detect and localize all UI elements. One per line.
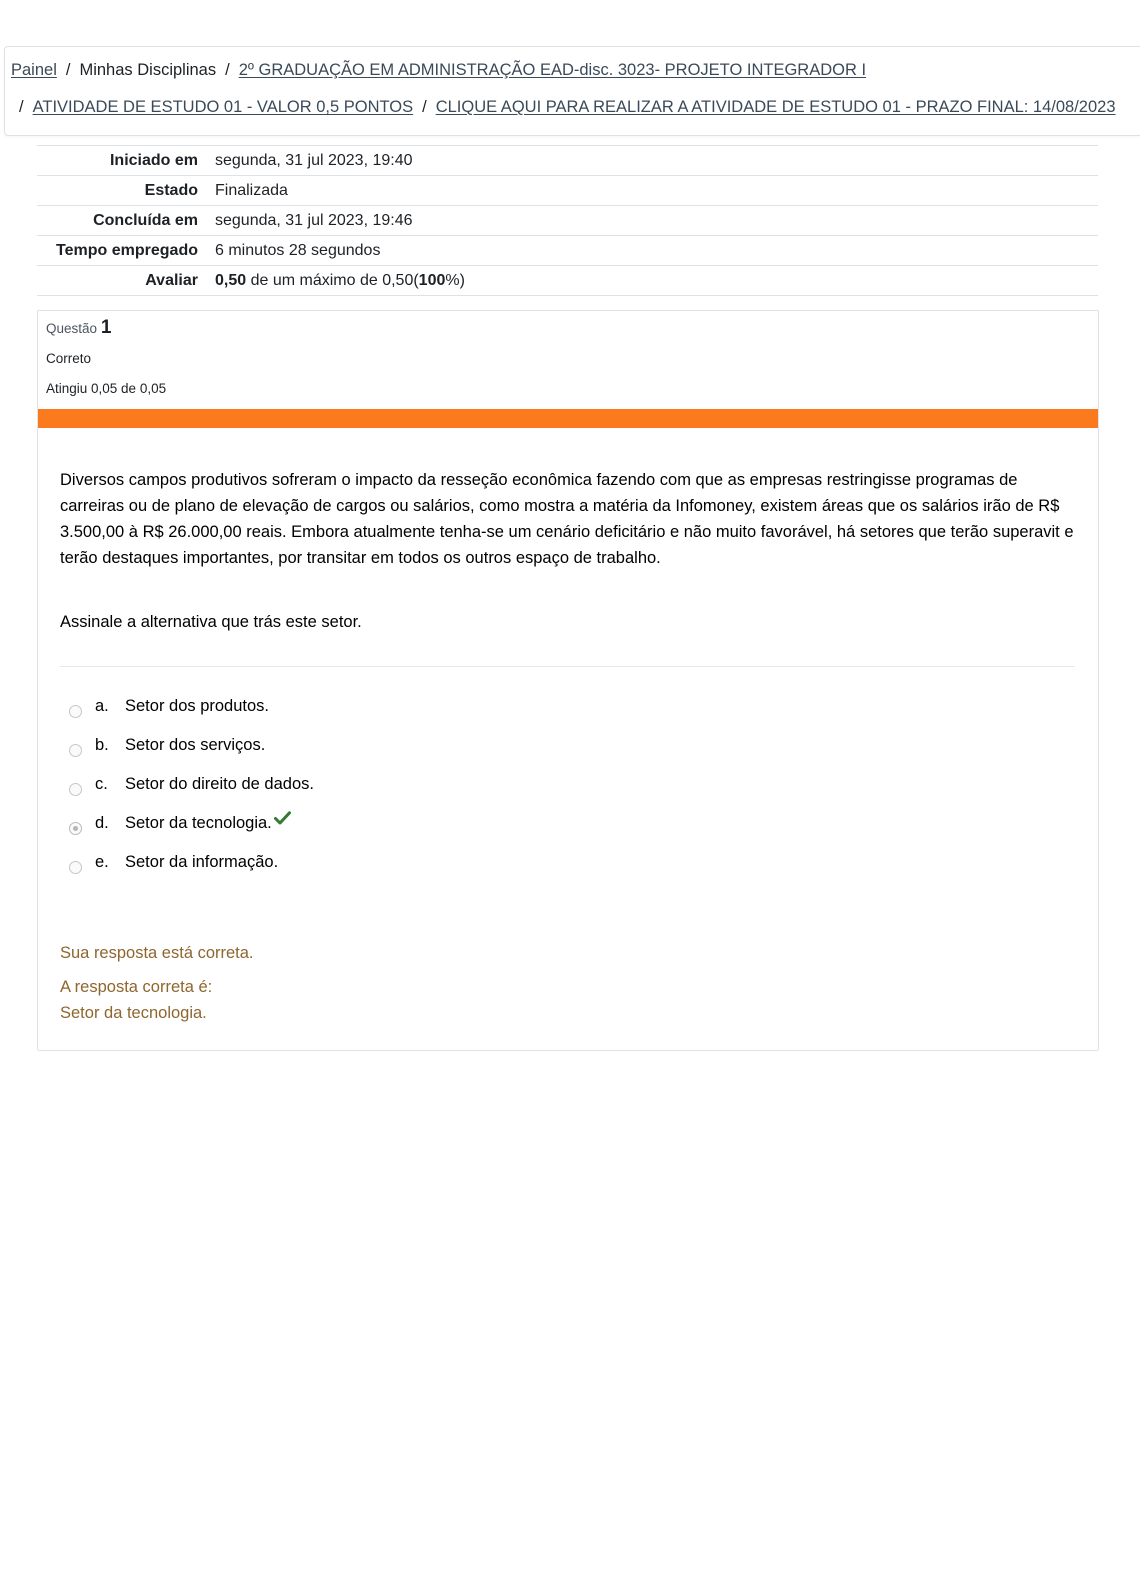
summary-label: Iniciado em: [109, 152, 198, 169]
feedback-right-answer-label: A resposta correta é:: [60, 978, 213, 996]
summary-label: Tempo empregado: [56, 242, 198, 259]
breadcrumb: [4, 46, 1140, 136]
summary-value: segunda, 31 jul 2023, 19:46: [215, 212, 413, 229]
grade-percent: 100: [418, 272, 446, 289]
question-number: [46, 317, 111, 339]
summary-row-completed: [37, 206, 1098, 236]
summary-label: Estado: [144, 182, 198, 199]
breadcrumb-link-course[interactable]: 2º GRADUAÇÃO EM ADMINISTRAÇÃO EAD-disc. 3023- PROJETO INTEGRADOR I: [238, 61, 867, 79]
breadcrumb-line-2: [19, 98, 1116, 117]
answer-text: Setor do direito de dados.: [125, 775, 314, 793]
summary-row-grade: [37, 266, 1098, 296]
question-card: [37, 310, 1099, 1051]
question-number-value: 1: [100, 317, 112, 338]
radio-button-selected[interactable]: [69, 822, 82, 835]
attempt-summary-table: [37, 145, 1098, 296]
question-state: Correto: [46, 351, 92, 366]
answer-text: Setor da tecnologia.: [125, 814, 272, 832]
question-text: Diversos campos produtivos sofreram o impacto da resseção econômica fazendo com que as empresas restringisse programas de carreiras ou de plano de elevação de cargos ou salários, como mostra a matéria da Infomoney, existem áreas que os salários irão de R$ 3.500,00 à R$ 26.000,00 reais. Embora atualmente tenha-se um cenário deficitário e não muito favorável, há setores que terão superavit e terão destaques importantes, por transitar em todos os outros espaço de trabalho.: [60, 471, 1074, 567]
question-instruction: Assinale a alternativa que trás este setor.: [60, 613, 362, 631]
summary-value: Finalizada: [215, 182, 288, 199]
answer-letter: c.: [95, 775, 108, 793]
radio-button[interactable]: [69, 861, 82, 874]
radio-button[interactable]: [69, 705, 82, 718]
summary-row-started: [37, 146, 1098, 176]
breadcrumb-item-minhas-disciplinas: Minhas Disciplinas: [79, 61, 217, 79]
summary-grade-value: [207, 266, 1098, 296]
answer-letter: a.: [95, 697, 109, 715]
feedback-right-answer: Setor da tecnologia.: [60, 1004, 207, 1022]
breadcrumb-link-painel[interactable]: Painel: [11, 61, 57, 79]
question-header-bar: [38, 409, 1098, 428]
correct-check-icon: [274, 811, 291, 825]
grade-score: 0,50: [215, 272, 247, 289]
summary-value: segunda, 31 jul 2023, 19:40: [215, 152, 413, 169]
grade-end: %): [445, 272, 465, 289]
breadcrumb-link-activity[interactable]: ATIVIDADE DE ESTUDO 01 - VALOR 0,5 PONTOS: [32, 98, 414, 116]
answer-text: Setor dos serviços.: [125, 736, 266, 754]
answer-text-wrap: [125, 814, 291, 833]
radio-button[interactable]: [69, 783, 82, 796]
summary-value: 6 minutos 28 segundos: [215, 242, 381, 259]
breadcrumb-line-1: [11, 61, 866, 80]
answer-letter: b.: [95, 736, 109, 754]
breadcrumb-separator: /: [65, 61, 71, 79]
breadcrumb-separator: /: [422, 98, 427, 116]
grade-middle: de um máximo de 0,50(: [246, 272, 419, 289]
divider: [60, 666, 1075, 667]
answer-text: Setor dos produtos.: [125, 697, 270, 715]
breadcrumb-separator: /: [19, 98, 24, 116]
answer-letter: e.: [95, 853, 109, 871]
summary-row-state: [37, 176, 1098, 206]
breadcrumb-link-quiz[interactable]: CLIQUE AQUI PARA REALIZAR A ATIVIDADE DE ESTUDO 01 - PRAZO FINAL: 14/08/2023: [435, 98, 1116, 116]
feedback-correct: Sua resposta está correta.: [60, 944, 254, 962]
answer-letter: d.: [95, 814, 109, 832]
radio-button[interactable]: [69, 744, 82, 757]
summary-row-time: [37, 236, 1098, 266]
answer-text: Setor da informação.: [125, 853, 279, 871]
summary-label: Concluída em: [93, 212, 198, 229]
question-label: Questão: [46, 321, 98, 336]
summary-label: Avaliar: [145, 272, 198, 289]
breadcrumb-separator: /: [225, 61, 230, 79]
question-grade: Atingiu 0,05 de 0,05: [46, 381, 167, 396]
